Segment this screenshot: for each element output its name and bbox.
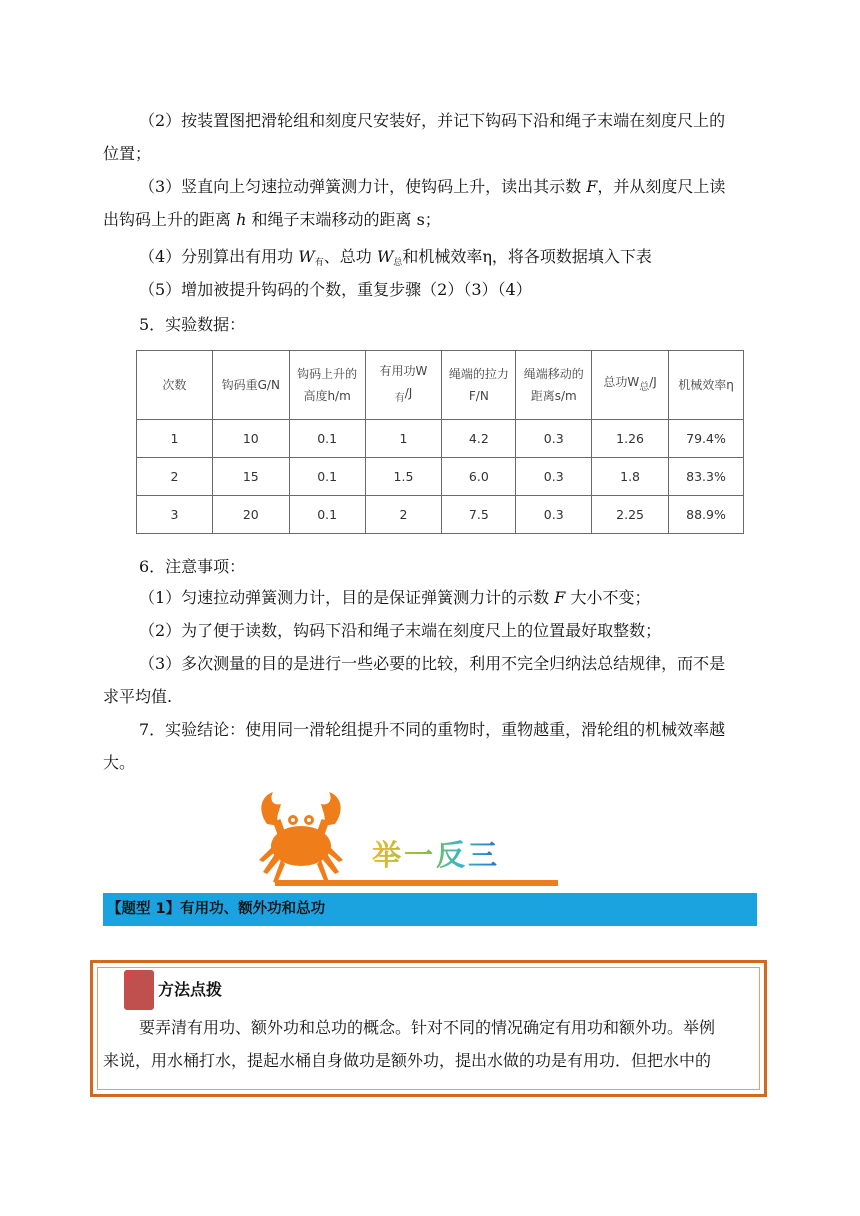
table-cell: 79.4% bbox=[669, 420, 744, 458]
header-height: 钩码上升的 高度h/m bbox=[289, 351, 365, 420]
table-cell: 2.25 bbox=[592, 496, 669, 534]
note-2: （2）为了便于读数，钩码下沿和绳子末端在刻度尺上的位置最好取整数； bbox=[139, 621, 662, 640]
table-cell: 2 bbox=[137, 458, 213, 496]
table-header-row bbox=[137, 351, 744, 420]
table-cell: 0.3 bbox=[516, 420, 592, 458]
step-3-line-2: 出钩码上升的距离 h 和绳子末端移动的距离 s； bbox=[103, 210, 441, 229]
note-1: （1）匀速拉动弹簧测力计，目的是保证弹簧测力计的示数 F 大小不变； bbox=[139, 588, 651, 607]
table-cell: 15 bbox=[212, 458, 289, 496]
note-3-line-1: （3）多次测量的目的是进行一些必要的比较，利用不完全归纳法总结规律，而不是 bbox=[139, 654, 726, 673]
table-cell: 4.2 bbox=[442, 420, 516, 458]
method-line-1: 要弄清有用功、额外功和总功的概念。针对不同的情况确定有用功和额外功。举例 bbox=[139, 1018, 716, 1037]
header-useful-work: 有用功W $_有$/J bbox=[365, 351, 442, 420]
table-cell: 83.3% bbox=[669, 458, 744, 496]
table-row bbox=[137, 458, 744, 496]
method-title: 方法点拨 bbox=[158, 980, 223, 999]
table-cell: 0.3 bbox=[516, 458, 592, 496]
step-2-line-2: 位置； bbox=[103, 144, 152, 163]
table-cell: 1.26 bbox=[592, 420, 669, 458]
table-cell: 88.9% bbox=[669, 496, 744, 534]
table-cell: 2 bbox=[365, 496, 442, 534]
header-efficiency: 机械效率η bbox=[669, 351, 744, 420]
table-cell: 0.1 bbox=[289, 496, 365, 534]
method-line-2: 来说，用水桶打水，提起水桶自身做功是额外功，提出水做的功是有用功．但把水中的 bbox=[103, 1051, 712, 1070]
step-5: （5）增加被提升钩码的个数，重复步骤（2）（3）（4） bbox=[139, 280, 532, 299]
table-row bbox=[137, 496, 744, 534]
experiment-data-table bbox=[136, 350, 744, 534]
table-cell: 10 bbox=[212, 420, 289, 458]
conclusion-line-2: 大。 bbox=[103, 753, 136, 772]
header-count: 次数 bbox=[137, 351, 213, 420]
header-total-work: 总功$W_总/J$ bbox=[592, 351, 669, 420]
header-pull-force: 绳端的拉力 F/N bbox=[442, 351, 516, 420]
table-cell: 0.1 bbox=[289, 420, 365, 458]
table-cell: 6.0 bbox=[442, 458, 516, 496]
step-2-line-1: （2）按装置图把滑轮组和刻度尺安装好，并记下钩码下沿和绳子末端在刻度尺上的 bbox=[139, 111, 726, 130]
type-heading-text: 【题型 1】有用功、额外功和总功 bbox=[107, 901, 326, 917]
step-4: （4）分别算出有用功 $W_有$、总功 $W_总$和机械效率η，将各项数据填入下表 bbox=[139, 247, 652, 268]
crab-icon bbox=[259, 792, 343, 883]
bookmark-icon bbox=[124, 970, 154, 1010]
step-3-line-1: （3）竖直向上匀速拉动弹簧测力计，使钩码上升，读出其示数 F，并从刻度尺上读 bbox=[139, 177, 726, 196]
section-5-title: 5．实验数据： bbox=[139, 315, 246, 334]
table-cell: 20 bbox=[212, 496, 289, 534]
table-cell: 1.8 bbox=[592, 458, 669, 496]
header-weight: 钩码重G/N bbox=[212, 351, 289, 420]
table-cell: 1 bbox=[137, 420, 213, 458]
banner-title: 举一反三 bbox=[372, 833, 500, 874]
table-cell: 0.1 bbox=[289, 458, 365, 496]
banner-underline bbox=[275, 880, 558, 886]
table-cell: 3 bbox=[137, 496, 213, 534]
table-row bbox=[137, 420, 744, 458]
table-cell: 0.3 bbox=[516, 496, 592, 534]
table-cell: 1.5 bbox=[365, 458, 442, 496]
table-cell: 7.5 bbox=[442, 496, 516, 534]
header-rope-distance: 绳端移动的 距离s/m bbox=[516, 351, 592, 420]
type-heading-bar bbox=[103, 893, 757, 926]
note-3-line-2: 求平均值. bbox=[103, 687, 173, 706]
section-6-title: 6．注意事项： bbox=[139, 557, 246, 576]
conclusion-line-1: 7．实验结论：使用同一滑轮组提升不同的重物时，重物越重，滑轮组的机械效率越 bbox=[139, 720, 726, 739]
table-cell: 1 bbox=[365, 420, 442, 458]
